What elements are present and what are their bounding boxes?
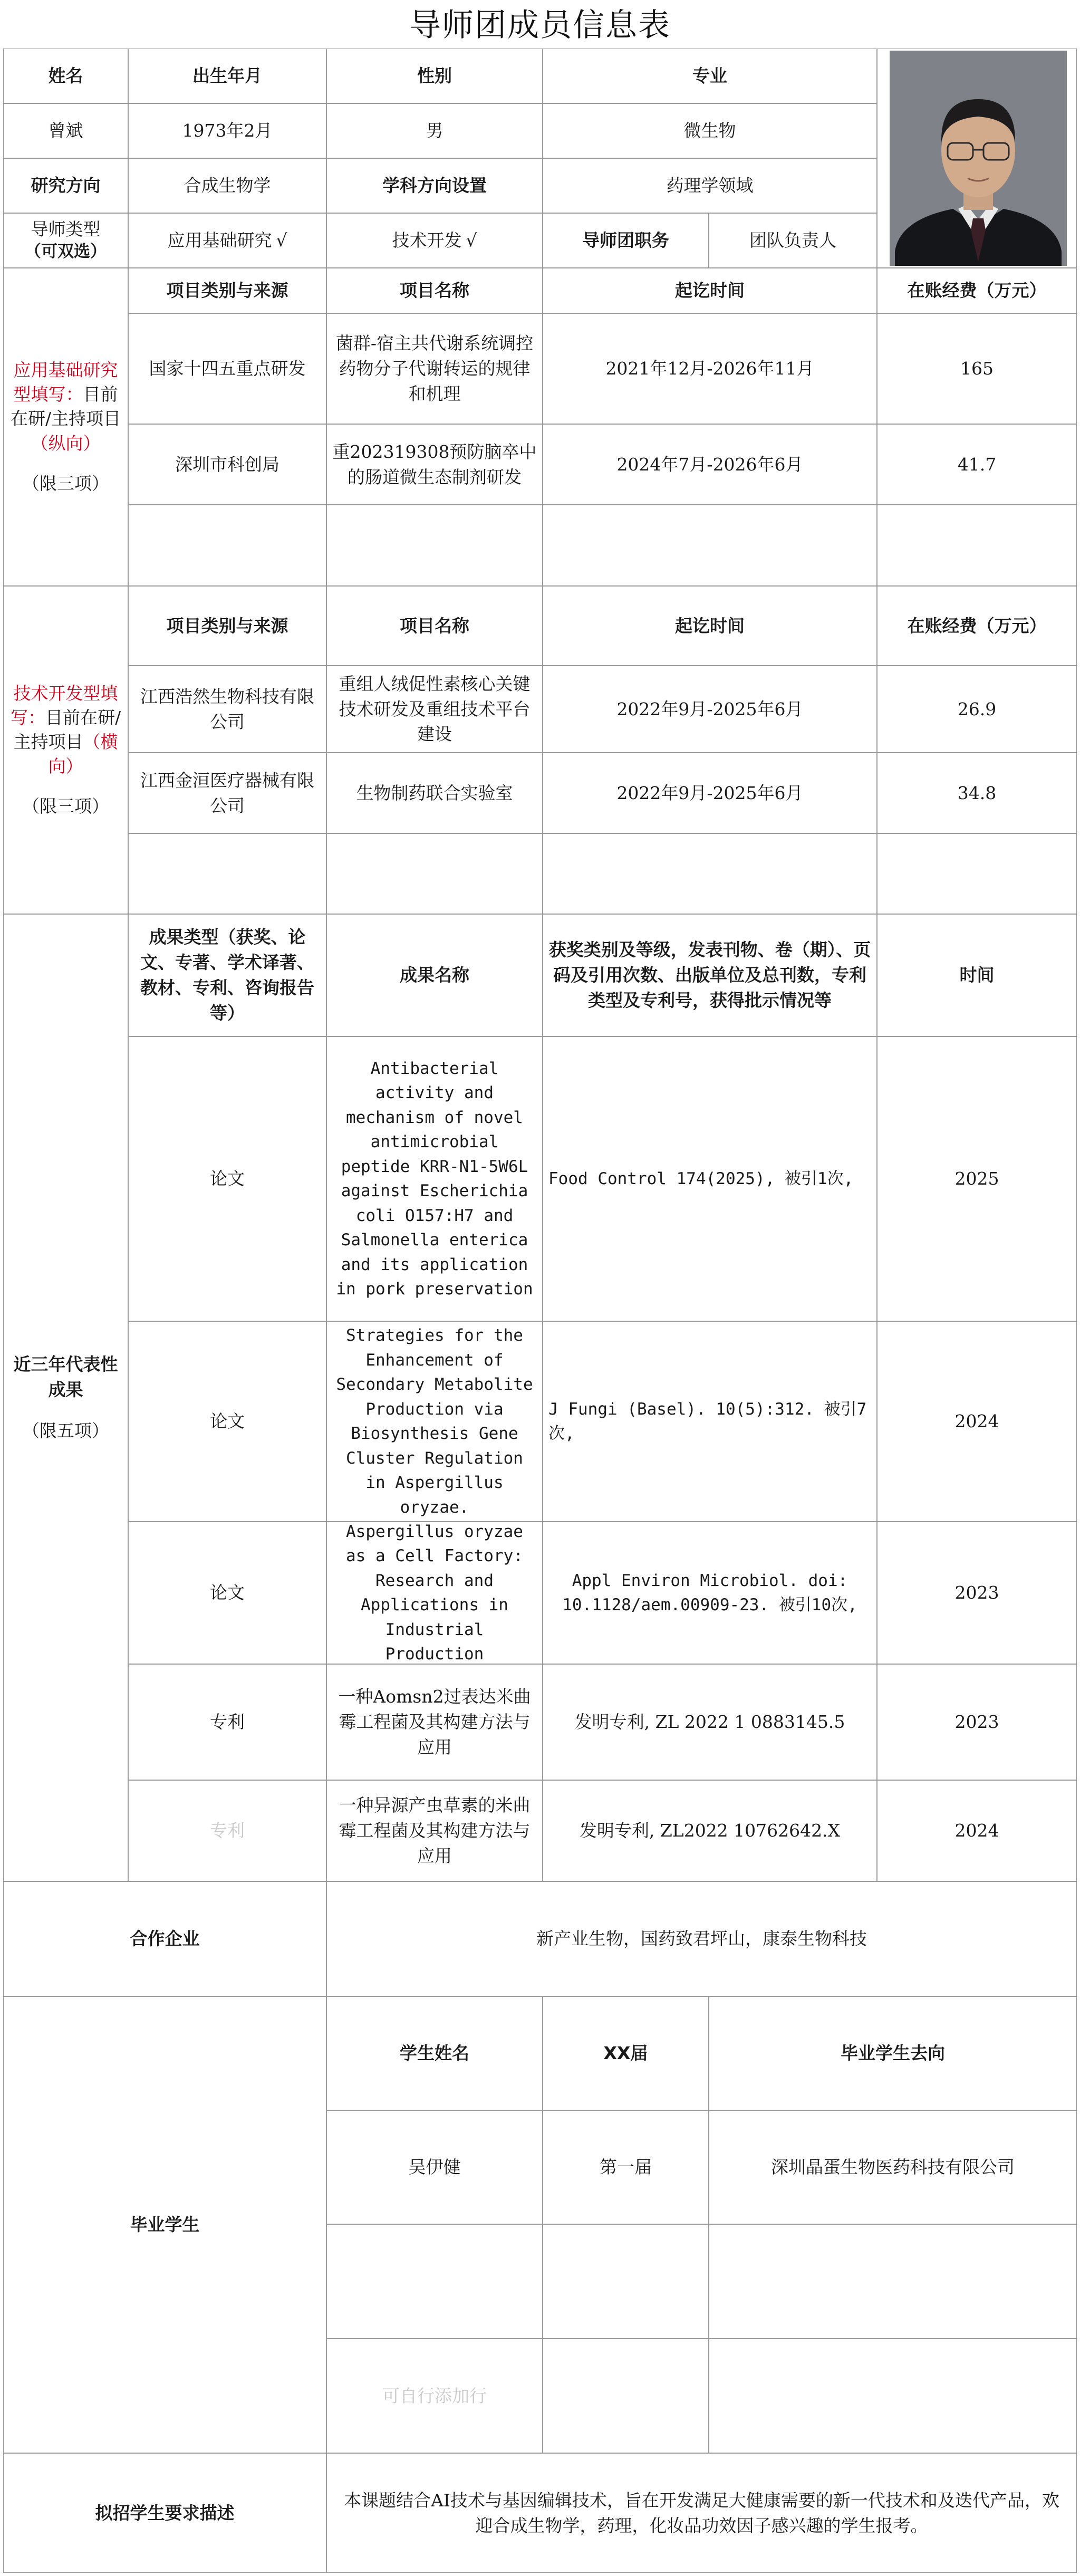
achievements-limit: （限五项） <box>22 1420 109 1441</box>
tech-projects-limit: （限三项） <box>22 796 109 817</box>
grad-header-dest: 毕业学生去向 <box>709 1996 1077 2110</box>
ach-header-type: 成果类型（获奖、论文、专著、学术译著、教材、专利、咨询报告等） <box>128 914 326 1036</box>
tp-row1-name: 重组人绒促性素核心关键技术研发及重组技术平台建设 <box>326 666 543 753</box>
ach-row5-name: 一种异源产虫草素的米曲霉工程菌及其构建方法与应用 <box>326 1780 543 1881</box>
ach-row5-detail: 发明专利, ZL2022 10762642.X <box>543 1780 877 1881</box>
tp-row1-period: 2022年9月-2025年6月 <box>543 666 877 753</box>
type-tech-option[interactable] <box>326 213 543 268</box>
ach-row1-type: 论文 <box>128 1036 326 1321</box>
ach-header-detail: 获奖类别及等级，发表刊物、卷（期）、页码及引用次数、出版单位及总刊数，专利类型及专利号，获得批示情况等 <box>543 914 877 1036</box>
bp-row3-name[interactable] <box>326 505 543 586</box>
header-discipline: 学科方向设置 <box>326 158 543 213</box>
grad-row1-name: 吴伊健 <box>326 2110 543 2224</box>
ach-row4-year: 2023 <box>877 1664 1077 1780</box>
value-discipline: 药理学领域 <box>543 158 877 213</box>
tp-row3-period[interactable] <box>543 833 877 914</box>
ach-row1-name: Antibacterial activity and mechanism of novel antimicrobial peptide KRR-N1-5W6L against Escherichia coli O157:H7 and Salmonella enterica and its application in pork preservation <box>326 1036 543 1321</box>
tp-row1-source: 江西浩然生物科技有限公司 <box>128 666 326 753</box>
page-title: 导师团成员信息表 <box>409 7 671 44</box>
bp-row3-period[interactable] <box>543 505 877 586</box>
mentor-type-note: （可双选） <box>25 242 107 262</box>
ach-row4-type: 专利 <box>128 1664 326 1780</box>
ach-row4-name: 一种Aomsn2过表达米曲霉工程菌及其构建方法与应用 <box>326 1664 543 1780</box>
graduates-label: 毕业学生 <box>3 1996 326 2453</box>
tp-header-name: 项目名称 <box>326 586 543 666</box>
ach-row5-year: 2024 <box>877 1780 1077 1881</box>
ach-row3-year: 2023 <box>877 1522 1077 1664</box>
tp-row2-period: 2022年9月-2025年6月 <box>543 753 877 833</box>
tech-projects-label <box>3 586 128 914</box>
tp-header-source: 项目类别与来源 <box>128 586 326 666</box>
bp-header-funds: 在账经费（万元） <box>877 268 1077 313</box>
bp-header-name: 项目名称 <box>326 268 543 313</box>
grad-row1-cohort: 第一届 <box>543 2110 709 2224</box>
value-major: 微生物 <box>543 103 877 158</box>
tp-row3-name[interactable] <box>326 833 543 914</box>
tp-header-funds: 在账经费（万元） <box>877 586 1077 666</box>
grad-row3-dest[interactable] <box>709 2339 1077 2453</box>
tech-projects-label-main: 技术开发型填写：目前在研/主持项目（横向） <box>10 683 121 777</box>
grad-row3-cohort[interactable] <box>543 2339 709 2453</box>
achievements-label <box>3 914 128 1881</box>
person-portrait-icon <box>890 51 1067 266</box>
bp-row1-source: 国家十四五重点研发 <box>128 313 326 424</box>
bp-row2-name: 重202319308预防脑卒中的肠道微生态制剂研发 <box>326 424 543 505</box>
type-tech-label: 技术开发 <box>392 230 462 251</box>
tp-row2-source: 江西金洹医疗器械有限公司 <box>128 753 326 833</box>
achievements-label-main: 近三年代表性成果 <box>13 1354 118 1400</box>
mentor-info-table <box>3 49 1077 2573</box>
value-birth: 1973年2月 <box>128 103 326 158</box>
header-mentor-type <box>3 213 128 268</box>
bp-row2-funds: 41.7 <box>877 424 1077 505</box>
grad-row2-cohort[interactable] <box>543 2224 709 2339</box>
tp-row1-funds: 26.9 <box>877 666 1077 753</box>
type-basic-label: 应用基础研究 <box>167 230 272 251</box>
tp-header-period: 起讫时间 <box>543 586 877 666</box>
value-direction: 合成生物学 <box>128 158 326 213</box>
header-duty: 导师团职务 <box>543 213 709 268</box>
bp-row2-period: 2024年7月-2026年6月 <box>543 424 877 505</box>
ach-row2-name: Strategies for the Enhancement of Secondary Metabolite Production via Biosynthesis Gene Cluster Regulation in Aspergillus oryzae. <box>326 1321 543 1522</box>
ach-row3-detail: Appl Environ Microbiol. doi: 10.1128/aem.00909-23. 被引10次, <box>543 1522 877 1664</box>
ach-row1-detail: Food Control 174(2025), 被引1次, <box>543 1036 877 1321</box>
ach-row2-year: 2024 <box>877 1321 1077 1522</box>
partners-label: 合作企业 <box>3 1881 326 1996</box>
bp-row2-source: 深圳市科创局 <box>128 424 326 505</box>
type-tech-check-icon: √ <box>466 230 477 251</box>
bp-row1-period: 2021年12月-2026年11月 <box>543 313 877 424</box>
requirements-value: 本课题结合AI技术与基因编辑技术，旨在开发满足大健康需要的新一代技术和及迭代产品，欢迎合成生物学，药理，化妆品功效因子感兴趣的学生报考。 <box>326 2453 1077 2573</box>
value-gender: 男 <box>326 103 543 158</box>
partners-value: 新产业生物，国药致君坪山，康泰生物科技 <box>326 1881 1077 1996</box>
header-major: 专业 <box>543 49 877 103</box>
grad-header-name: 学生姓名 <box>326 1996 543 2110</box>
basic-projects-label-main: 应用基础研究型填写：目前在研/主持项目（纵向） <box>10 360 121 454</box>
tp-row3-funds[interactable] <box>877 833 1077 914</box>
grad-header-cohort: XX届 <box>543 1996 709 2110</box>
bp-header-source: 项目类别与来源 <box>128 268 326 313</box>
bp-row1-funds: 165 <box>877 313 1077 424</box>
ach-header-name: 成果名称 <box>326 914 543 1036</box>
ach-row1-year: 2025 <box>877 1036 1077 1321</box>
ach-row5-type: 专利 <box>128 1780 326 1881</box>
ach-row3-name: Aspergillus oryzae as a Cell Factory: Research and Applications in Industrial Production <box>326 1522 543 1664</box>
tp-row3-source[interactable] <box>128 833 326 914</box>
type-basic-check-icon: √ <box>276 230 287 251</box>
value-duty: 团队负责人 <box>709 213 877 268</box>
requirements-label: 拟招学生要求描述 <box>3 2453 326 2573</box>
header-direction: 研究方向 <box>3 158 128 213</box>
basic-projects-limit: （限三项） <box>22 473 109 494</box>
bp-row3-funds[interactable] <box>877 505 1077 586</box>
bp-row3-source[interactable] <box>128 505 326 586</box>
ach-row2-detail: J Fungi (Basel). 10(5):312. 被引7次, <box>543 1321 877 1522</box>
ach-row3-type: 论文 <box>128 1522 326 1664</box>
bp-row1-name: 菌群-宿主共代谢系统调控药物分子代谢转运的规律和机理 <box>326 313 543 424</box>
ach-row2-type: 论文 <box>128 1321 326 1522</box>
tp-row2-name: 生物制药联合实验室 <box>326 753 543 833</box>
mentor-type-label: 导师类型 <box>31 219 101 240</box>
type-basic-option[interactable] <box>128 213 326 268</box>
basic-projects-label <box>3 268 128 586</box>
bp-header-period: 起讫时间 <box>543 268 877 313</box>
grad-row1-dest: 深圳晶蛋生物医药科技有限公司 <box>709 2110 1077 2224</box>
grad-row2-name[interactable] <box>326 2224 543 2339</box>
tp-row2-funds: 34.8 <box>877 753 1077 833</box>
grad-row2-dest[interactable] <box>709 2224 1077 2339</box>
ach-row4-detail: 发明专利, ZL 2022 1 0883145.5 <box>543 1664 877 1780</box>
ach-header-year: 时间 <box>877 914 1077 1036</box>
header-name: 姓名 <box>3 49 128 103</box>
value-name: 曾斌 <box>3 103 128 158</box>
grad-add-row-hint[interactable]: 可自行添加行 <box>326 2339 543 2453</box>
header-birth: 出生年月 <box>128 49 326 103</box>
header-gender: 性别 <box>326 49 543 103</box>
